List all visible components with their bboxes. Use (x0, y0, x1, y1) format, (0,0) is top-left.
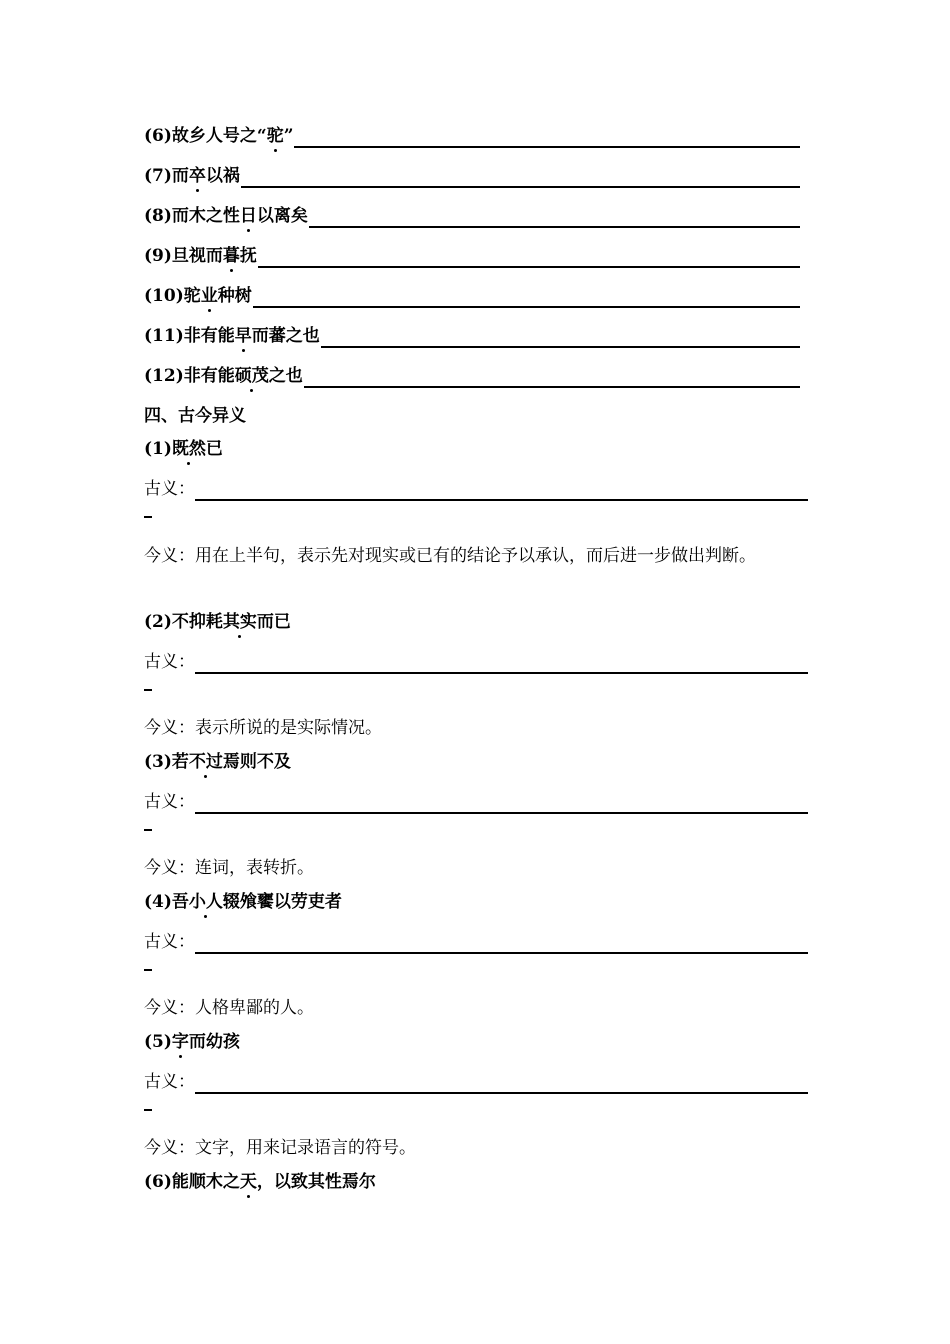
section-title: 四、古今异义 (144, 406, 246, 426)
emphasized-word: 其实 (222, 612, 257, 632)
item-number: (12) (144, 366, 184, 386)
item-text: ” (283, 126, 294, 146)
item-number: (6) (144, 1172, 172, 1192)
answer-blank[interactable] (309, 212, 800, 228)
modern-text: 文字，用来记录语言的符号。 (195, 1138, 416, 1158)
answer-blank[interactable] (294, 132, 800, 148)
modern-label: 今义： (144, 718, 195, 738)
modern-label: 今义： (144, 1138, 195, 1158)
item-number: (9) (144, 246, 172, 266)
item-text: ，以致其性焉尔 (256, 1172, 376, 1192)
modern-meaning (144, 1136, 416, 1160)
item-text: 故乡人号之“ (171, 126, 267, 146)
emphasized-word: 日 (239, 206, 257, 226)
gujin-item-3 (144, 750, 291, 774)
modern-text: 用在上半句，表示先对现实或已有的结论予以承认，而后进一步做出判断。 (195, 546, 756, 566)
modern-meaning (144, 542, 806, 570)
ancient-label: 古义： (144, 479, 195, 499)
vocab-item-6 (144, 124, 800, 148)
vocab-item-10 (144, 284, 800, 308)
emphasized-word: 硕茂 (234, 366, 269, 386)
item-text: 而 (171, 166, 189, 186)
answer-blank[interactable] (253, 292, 800, 308)
item-number: (1) (144, 439, 172, 459)
item-text: 吾 (171, 892, 189, 912)
emphasized-word: 不过 (188, 752, 223, 772)
answer-blank-tail (144, 829, 152, 831)
modern-label: 今义： (144, 858, 195, 878)
item-text: 以离矣 (256, 206, 308, 226)
item-number: (2) (144, 612, 172, 632)
item-text: 之也 (268, 366, 303, 386)
ancient-label: 古义： (144, 792, 195, 812)
answer-blank[interactable] (195, 485, 808, 501)
modern-label: 今义： (144, 546, 195, 566)
modern-text: 连词，表转折。 (195, 858, 314, 878)
answer-blank[interactable] (195, 1078, 808, 1094)
gujin-item-5 (144, 1030, 240, 1054)
modern-text: 人格卑鄙的人。 (195, 998, 314, 1018)
ancient-label: 古义： (144, 1072, 195, 1092)
item-number: (5) (144, 1032, 172, 1052)
emphasized-word: 早 (234, 326, 252, 346)
ancient-meaning-row (144, 1070, 808, 1094)
item-text: 驼 (183, 286, 201, 306)
modern-text: 表示所说的是实际情况。 (195, 718, 382, 738)
item-number: (7) (144, 166, 172, 186)
vocab-item-7 (144, 164, 800, 188)
emphasized-word: 暮 (222, 246, 240, 266)
ancient-label: 古义： (144, 932, 195, 952)
modern-meaning (144, 856, 314, 880)
answer-blank-tail (144, 689, 152, 691)
answer-blank[interactable] (241, 172, 800, 188)
answer-blank-tail (144, 969, 152, 971)
emphasized-word: 小人 (188, 892, 223, 912)
item-number: (8) (144, 206, 172, 226)
item-text: 抚 (239, 246, 257, 266)
emphasized-word: 既然 (171, 439, 206, 459)
answer-blank[interactable] (321, 332, 800, 348)
item-number: (4) (144, 892, 172, 912)
answer-blank[interactable] (195, 798, 808, 814)
vocab-item-9 (144, 244, 800, 268)
item-text: 旦视而 (171, 246, 223, 266)
vocab-item-8 (144, 204, 800, 228)
item-number: (11) (144, 326, 184, 346)
item-text: 而幼孩 (188, 1032, 240, 1052)
ancient-meaning-row (144, 930, 808, 954)
modern-meaning (144, 996, 314, 1020)
item-text: 不抑耗 (171, 612, 223, 632)
vocab-item-12 (144, 364, 800, 388)
modern-label: 今义： (144, 998, 195, 1018)
emphasized-word: 字 (171, 1032, 189, 1052)
emphasized-word: 业 (200, 286, 218, 306)
item-number: (3) (144, 752, 172, 772)
modern-meaning (144, 716, 382, 740)
item-text: 辍飧饔以劳吏者 (222, 892, 342, 912)
ancient-label: 古义： (144, 652, 195, 672)
answer-blank[interactable] (195, 938, 808, 954)
ancient-meaning-row (144, 790, 808, 814)
item-text: 能顺木之 (171, 1172, 240, 1192)
emphasized-word: 驼 (266, 126, 284, 146)
emphasized-word: 天 (239, 1172, 257, 1192)
ancient-meaning-row (144, 477, 808, 501)
gujin-item-2 (144, 610, 291, 634)
item-text: 种树 (217, 286, 252, 306)
item-text: 若 (171, 752, 189, 772)
answer-blank[interactable] (304, 372, 800, 388)
item-text: 焉则不及 (222, 752, 291, 772)
answer-blank-tail (144, 1109, 152, 1111)
answer-blank[interactable] (195, 658, 808, 674)
item-text: 而蕃之也 (251, 326, 320, 346)
gujin-item-1 (144, 437, 223, 461)
item-text: 非有能 (183, 366, 235, 386)
item-number: (6) (144, 126, 172, 146)
item-text: 而木之性 (171, 206, 240, 226)
item-text: 而已 (256, 612, 291, 632)
emphasized-word: 卒 (188, 166, 206, 186)
vocab-item-11 (144, 324, 800, 348)
gujin-item-6 (144, 1170, 376, 1194)
answer-blank[interactable] (258, 252, 800, 268)
answer-blank-tail (144, 516, 152, 518)
gujin-item-4 (144, 890, 342, 914)
ancient-meaning-row (144, 650, 808, 674)
item-number: (10) (144, 286, 184, 306)
item-text: 非有能 (183, 326, 235, 346)
item-text: 已 (205, 439, 223, 459)
item-text: 以祸 (205, 166, 240, 186)
